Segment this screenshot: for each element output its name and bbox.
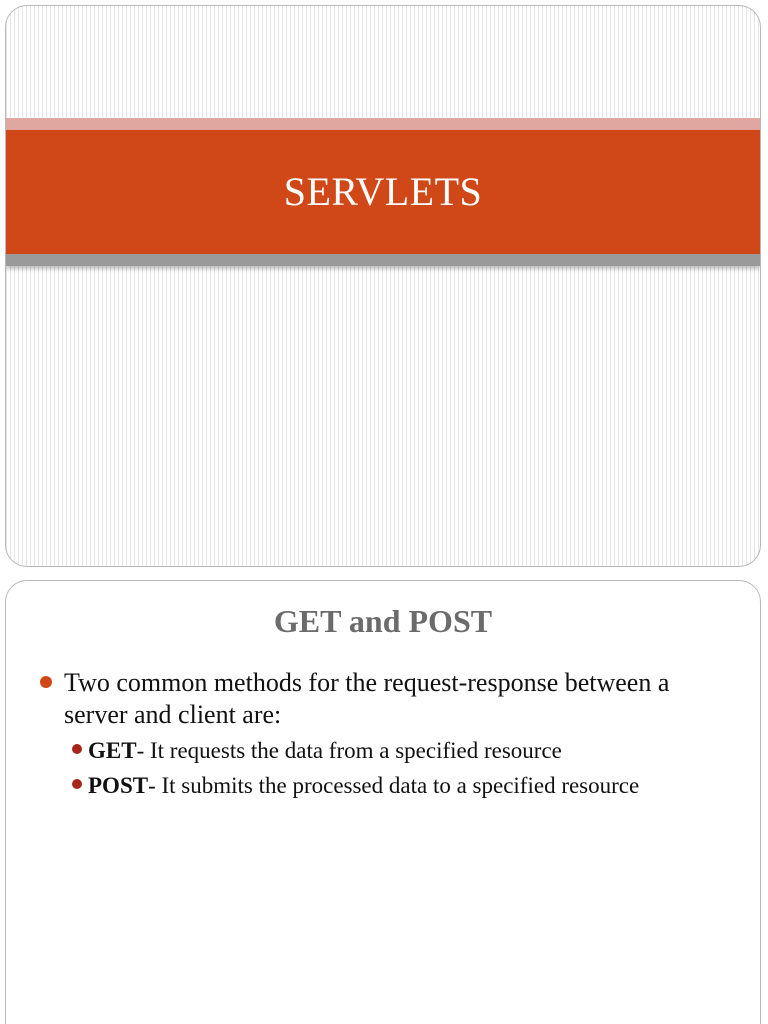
bullet-list	[36, 667, 736, 803]
content-slide	[5, 580, 761, 1024]
title-slide	[5, 5, 761, 567]
slide-heading: GET and POST	[273, 603, 493, 639]
title-band-top-stripe	[6, 118, 760, 130]
bullet-text: - It submits the processed data to a specified resource	[148, 773, 640, 798]
bullet-text: - It requests the data from a specified resource	[136, 738, 562, 763]
bullet-term: POST	[88, 773, 149, 798]
title-band	[6, 130, 760, 254]
slide-title: SERVLETS	[283, 169, 483, 214]
title-band-bottom-stripe	[6, 254, 760, 266]
sub-bullet-dot-icon	[72, 744, 82, 754]
list-item	[36, 733, 736, 768]
bullet-dot-icon	[40, 676, 52, 688]
bullet-term: GET	[88, 738, 137, 763]
sub-bullet-list	[36, 733, 736, 803]
list-item	[36, 667, 736, 731]
list-item	[36, 768, 736, 803]
sub-bullet-dot-icon	[72, 779, 82, 789]
bullet-text: Two common methods for the request-response between a server and client are:	[64, 668, 670, 729]
